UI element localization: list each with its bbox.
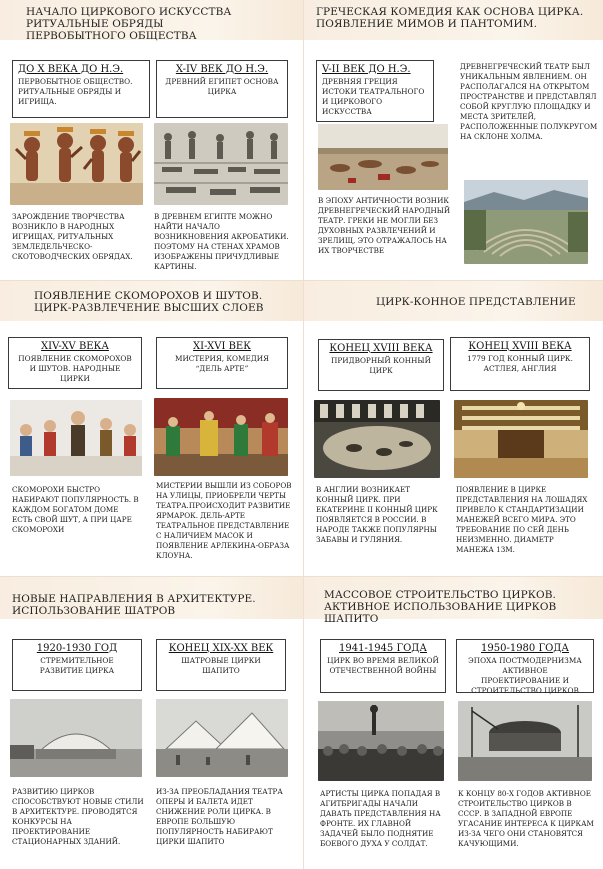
- era-card-14-15th-century: [8, 337, 142, 389]
- commedia-dellarte-image: [154, 398, 288, 476]
- panel-greek-comedy: [304, 0, 603, 280]
- wartime-performance-photo: [318, 701, 444, 781]
- era-card-before-10th-bc: [12, 60, 150, 118]
- era-card-heading: 1950-1980 ГОДА: [481, 643, 569, 654]
- panel-title: МАССОВОЕ СТРОИТЕЛЬСТВО ЦИРКОВ. АКТИВНОЕ ИСПОЛЬЗОВАНИЕ ЦИРКОВ ШАПИТО: [324, 589, 557, 625]
- astley-amphitheatre-image: [454, 400, 588, 478]
- era-card-body: ПЕРВОБЫТНОЕ ОБЩЕСТВО. РИТУАЛЬНЫЕ ОБРЯДЫ И ИГРИЩА.: [18, 77, 133, 106]
- era-card-heading: 1920-1930 ГОД: [36, 643, 118, 654]
- era-card-ancient-egypt: [156, 60, 288, 118]
- soviet-construction-description-text: К КОНЦУ 80-Х ГОДОВ АКТИВНОЕ СТРОИТЕЛЬСТВО ЦИРКОВ В СССР. В ЗАПАДНОЙ ЕВРОПЕ УГАСАНИЕ ИНТЕРЕСА К ЦИРКАМ ИЗ-ЗА ЧЕГО ОНИ СТАНОВЯТСЯ КАЧУЮЩИМИ.: [458, 789, 594, 848]
- jesters-description-text: СКОМОРОХИ БЫСТРО НАБИРАЮТ ПОПУЛЯРНОСТЬ. В КАЖДОМ БОГАТОМ ДОМЕ ЕСТЬ СВОЙ ШУТ, А ПРИ ЦАРЕ СКОМОРОХИ: [12, 485, 139, 534]
- era-card-heading: 1941-1945 ГОДА: [339, 643, 427, 654]
- era-card-body: СТРЕМИТЕЛЬНОЕ РАЗВИТИЕ ЦИРКА: [39, 656, 115, 675]
- era-card-heading: ДО X ВЕКА ДО Н.Э.: [18, 64, 124, 75]
- era-card-heading: КОНЕЦ XIX-XX ВЕК: [168, 643, 274, 654]
- ritual-dancers-image: [10, 123, 143, 205]
- era-card-heading: V-II ВЕК ДО Н.Э.: [322, 64, 411, 75]
- panel-mass-construction: [304, 577, 603, 869]
- era-card-body: ДРЕВНИЙ ЕГИПЕТ ОСНОВА ЦИРКА: [165, 77, 279, 96]
- panel-title: НАЧАЛО ЦИРКОВОГО ИСКУССТВА РИТУАЛЬНЫЕ ОБРЯДЫ ПЕРВОБЫТНОГО ОБЩЕСТВА: [26, 6, 232, 42]
- panel-architecture: [0, 577, 303, 869]
- era-card-late-18th-court: [318, 339, 444, 391]
- era-card-1941-1945: [320, 639, 446, 693]
- chapiteau-description-text: ИЗ-ЗА ПРЕОБЛАДАНИЯ ТЕАТРА ОПЕРЫ И БАЛЕТА ИДЕТ СНИЖЕНИЕ РОЛИ ЦИРКА. В ЕВРОПЕ БОЛЬШУЮ ПОПУЛЯРНОСТЬ НАБИРАЮТ ЦИРКИ ШАПИТО: [156, 787, 283, 846]
- egyptian-wall-relief-image: [154, 123, 288, 205]
- greek-amphitheatre-image: [464, 180, 588, 264]
- era-card-body: ЭПОХА ПОСТМОДЕРНИЗМА АКТИВНОЕ ПРОЕКТИРОВАНИЕ И СТРОИТЕЛЬСТВО ЦИРКОВ: [468, 656, 582, 695]
- agitbrigade-description-text: АРТИСТЫ ЦИРКА ПОПАДАЯ В АГИТБРИГАДЫ НАЧАЛИ ДАВАТЬ ПРЕДСТАВЛЕНИЯ НА ФРОНТЕ. ИХ ГЛАВНОЙ ЗАДАЧЕЙ БЫЛО ПОДНЯТИЕ БОЕВОГО ДУХА У СОЛДАТ.: [320, 789, 441, 848]
- arena-standard-description-text: ПОЯВЛЕНИЕ В ЦИРКЕ ПРЕДСТАВЛЕНИЯ НА ЛОШАДЯХ ПРИВЕЛО К СТАНДАРТИЗАЦИИ МАНЕЖЕЙ ВСЕГО МИРА. ЭТО ТРЕБОВАНИЕ ПО СЕЙ ДЕНЬ НЕИЗМЕННО. ДИАМЕТР МАНЕЖА 13М.: [456, 485, 588, 554]
- era-card-late-18th-astley: [450, 337, 590, 391]
- era-card-heading: X-IV ВЕК ДО Н.Э.: [175, 64, 269, 75]
- era-card-body: МИСТЕРИЯ, КОМЕДИЯ “ДЕЛЬ АРТЕ”: [174, 354, 270, 373]
- circus-construction-photo: [458, 701, 592, 781]
- era-card-body: ПРИДВОРНЫЙ КОННЫЙ ЦИРК: [331, 356, 431, 375]
- era-card-heading: XIV-XV ВЕКА: [41, 341, 109, 352]
- era-card-ancient-greece: [316, 60, 434, 122]
- era-card-19-20th-century: [156, 639, 286, 691]
- tent-circus-photo: [156, 699, 288, 777]
- egypt-description-text: В ДРЕВНЕМ ЕГИПТЕ МОЖНО НАЙТИ НАЧАЛО ВОЗНИКНОВЕНИЯ АКРОБАТИКИ. ПОЭТОМУ НА СТЕНАХ ХРАМОВ ИЗОБРАЖЕНЫ ПРИЧУДЛИВЫЕ КАРТИНЫ.: [154, 212, 289, 271]
- era-card-body: ДРЕВНЯЯ ГРЕЦИЯ ИСТОКИ ТЕАТРАЛЬНОГО И ЦИРКОВОГО ИСКУССТВА: [322, 77, 425, 116]
- panel-horse-circus: [304, 281, 603, 576]
- panel-divider-horizontal: [0, 576, 603, 577]
- greek-theatre-description-text: ДРЕВНЕГРЕЧЕСКИЙ ТЕАТР БЫЛ УНИКАЛЬНЫМ ЯВЛЕНИЕМ. ОН РАСПОЛАГАЛСЯ НА ОТКРЫТОМ ПРОСТРАНСТВЕ И ПРЕДСТАВЛЯЛ СОБОЙ КРУГЛУЮ ПЛОЩАДКУ И МЕСТА ЗРИТЕЛЕЙ, РАСПОЛОЖЕННЫЕ ПОЛУКРУГОМ НА СКЛОНЕ ХОЛМА.: [460, 62, 598, 141]
- antiquity-description-text: В ЭПОХУ АНТИЧНОСТИ ВОЗНИК ДРЕВНЕГРЕЧЕСКИЙ НАРОДНЫЙ ТЕАТР. ГРЕКИ НЕ МОГЛИ БЕЗ ДУХОВНЫХ РАЗВЛЕЧЕНИЙ И ЗРЕЛИЩ, ЭТО ОТРАЖАЛОСЬ НА ИХ ТВОРЧЕСТВЕ: [318, 196, 451, 255]
- panel-title: ПОЯВЛЕНИЕ СКОМОРОХОВ И ШУТОВ. ЦИРК-РАЗВЛЕЧЕНИЕ ВЫСШИХ СЛОЕВ: [34, 290, 264, 314]
- panel-divider-horizontal: [0, 280, 603, 281]
- court-horse-circus-image: [314, 400, 440, 478]
- dellarte-description-text: МИСТЕРИИ ВЫШЛИ ИЗ СОБОРОВ НА УЛИЦЫ, ПРИОБРЕЛИ ЧЕРТЫ ТЕАТРА.ПРОИСХОДИТ РАЗВИТИЕ ЯРМАРОК. ДЕЛЬ-АРТЕ ТЕАТРАЛЬНОЕ ПРЕДСТАВЛЕНИЕ С НАЛИЧИЕМ МАСОК И ПОЯВЛЕНИЕ АРЛЕКИНА-ОБРАЗА КЛОУНА.: [156, 481, 292, 560]
- panel-primitive-society: [0, 0, 303, 280]
- panel-jesters: [0, 281, 303, 576]
- panel-title: НОВЫЕ НАПРАВЛЕНИЯ В АРХИТЕКТУРЕ. ИСПОЛЬЗОВАНИЕ ШАТРОВ: [12, 593, 256, 617]
- horse-circus-description-text: В АНГЛИИ ВОЗНИКАЕТ КОННЫЙ ЦИРК. ПРИ ЕКАТЕРИНЕ II КОННЫЙ ЦИРК ПОЯВЛЯЕТСЯ В РОССИИ. В НАРОДЕ ТАКЖЕ ПОПУЛЯРНЫ ЗАБАВЫ И ГУЛЯНИЯ.: [316, 485, 438, 544]
- era-card-body: 1779 ГОД КОННЫЙ ЦИРК. АСТЛЕЯ, АНГЛИЯ: [467, 354, 573, 373]
- era-card-heading: XI-XVI ВЕК: [193, 341, 251, 352]
- era-card-body: ШАТРОВЫЕ ЦИРКИ ШАПИТО: [181, 656, 261, 675]
- ritual-description-text: ЗАРОЖДЕНИЕ ТВОРЧЕСТВА ВОЗНИКЛО В НАРОДНЫХ ИГРИЩАХ, РИТУАЛЬНЫХ ЗЕМЛЕДЕЛЬЧЕСКО-СКОТОВОДЧЕСКИХ ОБРЯДАХ.: [12, 212, 133, 261]
- jesters-image: [10, 400, 142, 476]
- architecture-description-text: РАЗВИТИЮ ЦИРКОВ СПОСОБСТВУЮТ НОВЫЕ СТИЛИ В АРХИТЕКТУРЕ. ПРОВОДЯТСЯ КОНКУРСЫ НА ПРОЕКТИРОВАНИЕ СТАЦИОНАРНЫХ ЗДАНИЙ.: [12, 787, 144, 846]
- era-card-body: ПОЯВЛЕНИЕ СКОМОРОХОВ И ШУТОВ. НАРОДНЫЕ ЦИРКИ: [18, 354, 132, 383]
- era-card-1950-1980: [456, 639, 594, 693]
- panel-title: ЦИРК-КОННОЕ ПРЕДСТАВЛЕНИЕ: [376, 296, 576, 308]
- panel-title: ГРЕЧЕСКАЯ КОМЕДИЯ КАК ОСНОВА ЦИРКА. ПОЯВЛЕНИЕ МИМОВ И ПАНТОМИМ.: [316, 6, 584, 30]
- era-card-11-16th-century: [156, 337, 288, 389]
- era-card-heading: КОНЕЦ XVIII ВЕКА: [329, 343, 433, 354]
- era-card-1920-1930: [12, 639, 142, 691]
- era-card-heading: КОНЕЦ XVIII ВЕКА: [468, 341, 572, 352]
- era-card-body: ЦИРК ВО ВРЕМЯ ВЕЛИКОЙ ОТЕЧЕСТВЕННОЙ ВОЙНЫ: [327, 656, 439, 675]
- dome-circus-photo: [10, 699, 142, 777]
- panel-divider-vertical: [303, 0, 304, 869]
- greek-performance-image: [318, 124, 448, 190]
